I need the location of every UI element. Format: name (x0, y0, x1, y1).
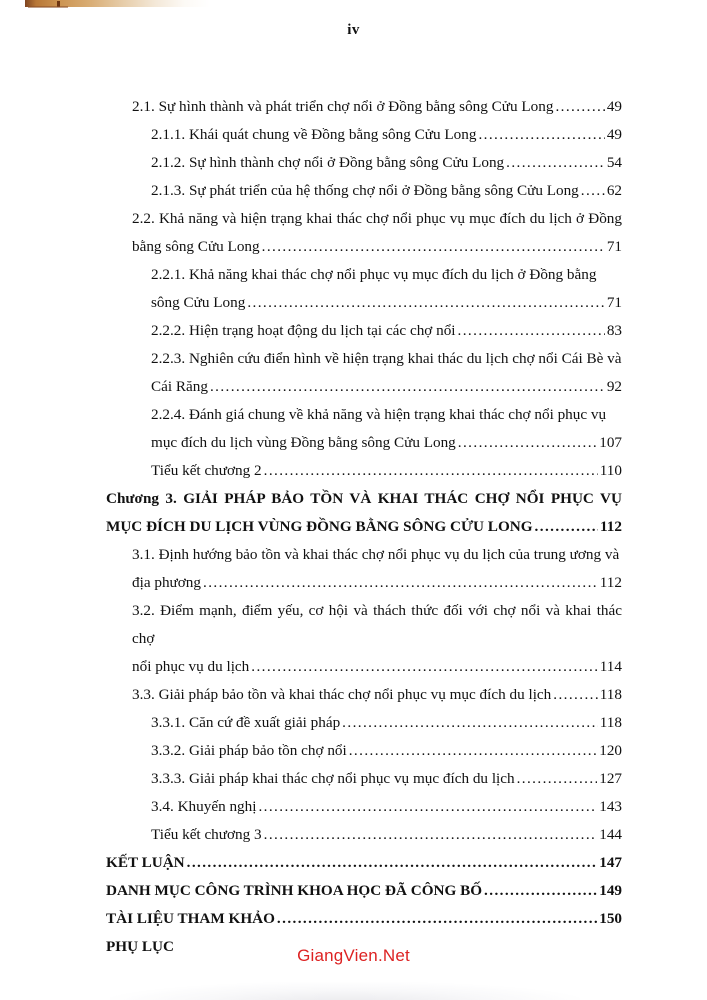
toc-page-number: 49 (606, 126, 622, 143)
toc-entry[interactable] (106, 877, 622, 905)
toc-entry-line (151, 793, 622, 821)
toc-entry-title: mục đích du lịch vùng Đồng bằng sông Cửu Long (151, 434, 456, 451)
toc-entry-line (106, 849, 622, 877)
toc-leader-dots (484, 877, 597, 905)
toc-entry[interactable] (132, 597, 622, 681)
toc-entry[interactable] (151, 345, 622, 401)
toc-leader-dots (478, 121, 604, 149)
toc-entry[interactable] (151, 793, 622, 821)
toc-page-number: 112 (599, 574, 622, 591)
toc-page-number: 149 (599, 882, 622, 899)
toc-leader-dots (264, 821, 598, 849)
toc-page-number: 112 (600, 518, 622, 535)
toc-entry-title: 2.2.2. Hiện trạng hoạt động du lịch tại các chợ nổi (151, 322, 456, 339)
toc-entry-line (106, 905, 622, 933)
toc-page-number: 62 (606, 182, 622, 199)
toc-entry[interactable] (151, 121, 622, 149)
toc-entry-title: 3.3.2. Giải pháp bảo tồn chợ nổi (151, 742, 347, 759)
toc-leader-dots (210, 373, 605, 401)
watermark: GiangVien.Net (297, 946, 410, 965)
toc-page-number: 83 (606, 322, 622, 339)
toc-page-number: 54 (606, 154, 622, 171)
page-bottom-shadow (110, 982, 580, 1000)
table-of-contents (106, 93, 622, 961)
toc-entry-title: 3.3.3. Giải pháp khai thác chợ nổi phục vụ mục đích du lịch (151, 770, 515, 787)
toc-leader-dots (581, 177, 605, 205)
toc-leader-dots (506, 149, 605, 177)
toc-page-number: 120 (599, 742, 622, 759)
toc-entry[interactable] (151, 821, 622, 849)
toc-entry[interactable] (151, 709, 622, 737)
toc-entry-line: Chương 3. GIẢI PHÁP BẢO TỒN VÀ KHAI THÁC CHỢ NỔI PHỤC VỤ (106, 490, 622, 507)
toc-page-number: 71 (606, 238, 622, 255)
toc-leader-dots (535, 513, 599, 541)
toc-entry-line (151, 457, 622, 485)
toc-entry-line: 2.2.3. Nghiên cứu điển hình về hiện trạng khai thác du lịch chợ nổi Cái Bè và (151, 350, 622, 367)
toc-entry-title: Cái Răng (151, 378, 208, 395)
toc-leader-dots (251, 653, 598, 681)
toc-entry[interactable] (132, 93, 622, 121)
toc-entry-title: Tiểu kết chương 3 (151, 826, 262, 843)
toc-entry-title: 2.1.3. Sự phát triển của hệ thống chợ nổi ở Đồng bằng sông Cửu Long (151, 182, 579, 199)
toc-entry-title: nổi phục vụ du lịch (132, 658, 250, 675)
toc-page-number: 144 (599, 826, 622, 843)
toc-leader-dots (555, 93, 604, 121)
toc-entry-line (151, 765, 622, 793)
toc-entry[interactable] (106, 849, 622, 877)
toc-entry[interactable] (106, 905, 622, 933)
toc-entry[interactable] (151, 765, 622, 793)
toc-entry-line (132, 93, 622, 121)
toc-entry[interactable] (106, 485, 622, 541)
toc-entry-line (151, 429, 622, 457)
toc-entry[interactable] (132, 205, 622, 261)
toc-entry-title: 3.3.1. Căn cứ đề xuất giải pháp (151, 714, 341, 731)
toc-entry-title: KẾT LUẬN (106, 854, 185, 871)
toc-entry-line (132, 569, 622, 597)
toc-leader-dots (517, 765, 598, 793)
toc-entry-line (132, 653, 622, 681)
toc-entry-line (151, 121, 622, 149)
toc-leader-dots (553, 681, 598, 709)
toc-page-number: 71 (606, 294, 622, 311)
toc-page-number: 127 (599, 770, 622, 787)
toc-entry-title: sông Cửu Long (151, 294, 246, 311)
toc-entry-line (132, 681, 622, 709)
toc-leader-dots (277, 905, 597, 933)
toc-leader-dots (247, 289, 605, 317)
toc-entry-line (106, 513, 622, 541)
toc-leader-dots (203, 569, 598, 597)
scan-edge-underline (28, 6, 68, 8)
toc-entry[interactable] (151, 457, 622, 485)
toc-leader-dots (187, 849, 598, 877)
toc-entry[interactable] (132, 541, 622, 597)
toc-leader-dots (458, 317, 605, 345)
toc-page-number: 92 (606, 378, 622, 395)
toc-entry-title: 3.3. Giải pháp bảo tồn và khai thác chợ nổi phục vụ mục đích du lịch (132, 686, 552, 703)
toc-page-number: 114 (599, 658, 622, 675)
toc-entry[interactable] (151, 177, 622, 205)
toc-entry-title: TÀI LIỆU THAM KHẢO (106, 910, 275, 927)
toc-page-number: 110 (599, 462, 622, 479)
toc-entry-title: DANH MỤC CÔNG TRÌNH KHOA HỌC ĐÃ CÔNG BỐ (106, 882, 483, 899)
toc-page-number: 107 (599, 434, 622, 451)
toc-entry[interactable] (132, 681, 622, 709)
toc-entry-line (151, 709, 622, 737)
toc-entry-title: 2.1. Sự hình thành và phát triển chợ nổi ở Đồng bằng sông Cửu Long (132, 98, 554, 115)
toc-entry-title: bằng sông Cửu Long (132, 238, 260, 255)
toc-leader-dots (349, 737, 597, 765)
toc-entry-line (132, 233, 622, 261)
toc-entry-line (151, 289, 622, 317)
toc-entry-line: 3.2. Điểm mạnh, điểm yếu, cơ hội và thách thức đối với chợ nổi và khai thác chợ (132, 602, 622, 647)
toc-page-number: 147 (599, 854, 622, 871)
toc-entry-line (151, 737, 622, 765)
toc-entry[interactable] (151, 317, 622, 345)
toc-entry-line (151, 149, 622, 177)
toc-leader-dots (458, 429, 597, 457)
toc-leader-dots (264, 457, 598, 485)
toc-entry-title: 2.1.1. Khái quát chung về Đồng bằng sông Cửu Long (151, 126, 477, 143)
toc-entry[interactable] (151, 149, 622, 177)
toc-entry-line (106, 877, 622, 905)
toc-entry[interactable] (151, 737, 622, 765)
toc-leader-dots (342, 709, 598, 737)
toc-entry-line: 2.2.1. Khả năng khai thác chợ nổi phục vụ mục đích du lịch ở Đồng bằng (151, 266, 597, 283)
toc-entry-title: PHỤ LỤC (106, 938, 174, 955)
toc-entry-line (151, 177, 622, 205)
toc-entry-line (151, 821, 622, 849)
toc-entry-title: địa phương (132, 574, 201, 591)
toc-entry-line: 2.2. Khả năng và hiện trạng khai thác chợ nổi phục vụ mục đích du lịch ở Đồng (132, 210, 622, 227)
toc-leader-dots (258, 793, 597, 821)
toc-entry-title: Tiểu kết chương 2 (151, 462, 262, 479)
toc-entry-title: MỤC ĐÍCH DU LỊCH VÙNG ĐỒNG BẰNG SÔNG CỬU LONG (106, 518, 533, 535)
toc-page-number: 118 (599, 714, 622, 731)
toc-page-number: 143 (599, 798, 622, 815)
toc-entry-line: 2.2.4. Đánh giá chung về khả năng và hiện trạng khai thác chợ nổi phục vụ (151, 406, 607, 423)
toc-page-number: 118 (599, 686, 622, 703)
page-number: iv (347, 22, 360, 38)
toc-entry-line (151, 373, 622, 401)
toc-leader-dots (262, 233, 605, 261)
toc-entry[interactable] (151, 261, 622, 317)
toc-entry[interactable] (151, 401, 622, 457)
toc-page-number: 49 (606, 98, 622, 115)
toc-entry-line (151, 317, 622, 345)
toc-entry-title: 3.4. Khuyến nghị (151, 798, 257, 815)
toc-page-number: 150 (599, 910, 622, 927)
toc-entry-title: 2.1.2. Sự hình thành chợ nổi ở Đồng bằng sông Cửu Long (151, 154, 505, 171)
toc-entry-line: 3.1. Định hướng bảo tồn và khai thác chợ nổi phục vụ du lịch của trung ương và (132, 546, 620, 563)
